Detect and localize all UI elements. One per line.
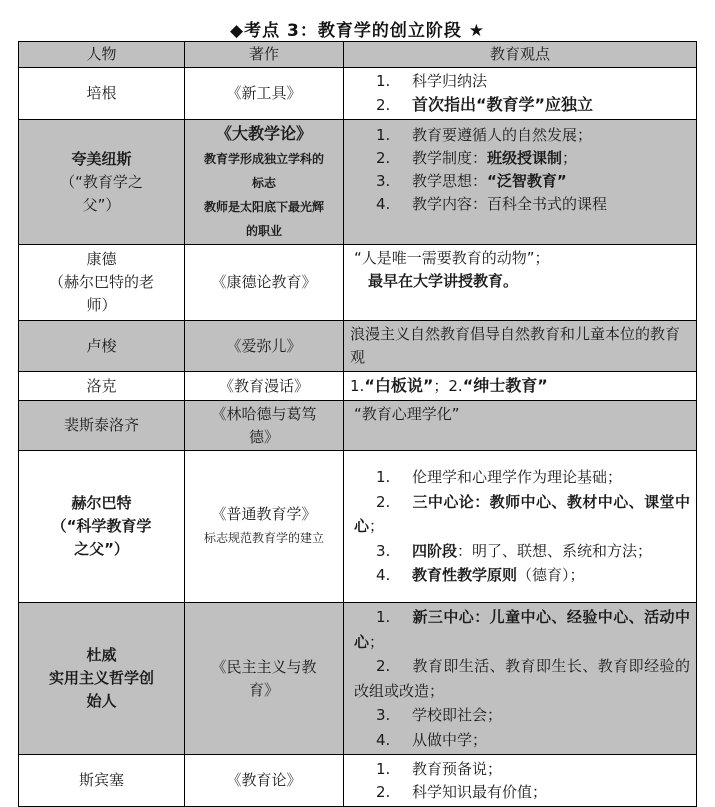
header-work: 著作: [185, 42, 344, 68]
point-item: 2. 三中心论：教师中心、教材中心、课堂中心；: [354, 492, 690, 536]
person-note: 师）: [86, 296, 117, 314]
person-cell: [19, 321, 185, 372]
points-cell: [344, 451, 697, 603]
person-note: 父”）: [82, 195, 121, 214]
table-row-rousseau: [19, 321, 697, 372]
table-row-herbart: [19, 451, 697, 603]
work-cell: [185, 401, 344, 451]
person-name: 斯宾塞: [78, 771, 124, 789]
work-title: 《教育论》: [226, 771, 302, 789]
point-item: 1. 教育预备说；: [376, 759, 503, 778]
table-row-bacon: [19, 68, 697, 120]
work-title: 《林哈德与葛笃: [211, 404, 317, 423]
person-cell: [19, 755, 185, 807]
education-history-table: [18, 41, 697, 807]
person-cell: [19, 451, 185, 603]
work-cell: [185, 120, 344, 245]
work-cell: [185, 321, 344, 372]
points-cell: [344, 321, 697, 372]
work-cell: [185, 68, 344, 120]
table-row-dewey: [19, 603, 697, 755]
work-title: 《教育漫话》: [218, 376, 309, 395]
point-item: “教育心理学化”: [354, 405, 460, 423]
point-item: 最早在大学讲授教育。: [368, 272, 519, 290]
work-cell: [185, 372, 344, 401]
person-name: 杜威: [86, 646, 117, 664]
person-note: （“教育学之: [60, 172, 143, 191]
table-row-spencer: [19, 755, 697, 807]
work-cell: [185, 603, 344, 755]
person-name: 夸美纽斯: [71, 149, 132, 168]
person-name: 卢梭: [86, 336, 117, 355]
point-item: 2. 教学制度：班级授课制；: [376, 149, 578, 167]
person-note: （“科学教育学: [51, 517, 152, 535]
person-note: （赫尔巴特的老: [48, 273, 154, 291]
person-cell: [19, 245, 185, 321]
point-item: 1.“白板说”；2.“绅士教育”: [350, 376, 548, 395]
work-title: 《康德论教育》: [211, 273, 317, 291]
header-person: 人物: [19, 42, 185, 68]
work-cell: [185, 451, 344, 603]
point-item: 2. 首次指出“教育学”应独立: [376, 95, 594, 114]
point-item: 4. 从做中学；: [376, 730, 488, 749]
work-title: 《爱弥儿》: [226, 336, 302, 355]
point-item: 4. 教育性教学原则（德育）；: [376, 566, 585, 585]
point-item: 1. 科学归纳法: [376, 72, 488, 90]
work-title: 《大教学论》: [215, 124, 312, 143]
work-note: 教育学形成独立学科的: [203, 152, 324, 166]
table-header-row: [19, 42, 697, 68]
points-cell: [344, 68, 697, 120]
person-name: 裴斯泰洛齐: [63, 416, 139, 434]
points-cell: [344, 603, 697, 755]
work-title-cont: 德》: [248, 427, 279, 446]
header-viewpoints: 教育观点: [344, 42, 697, 68]
work-title: 《新工具》: [226, 84, 302, 102]
person-note: 实用主义哲学创: [48, 669, 154, 687]
point-item: 2. 科学知识最有价值；: [376, 782, 548, 801]
work-note: 教师是太阳底下最光辉: [203, 200, 324, 214]
table-row-locke: [19, 372, 697, 401]
person-name: 康德: [86, 250, 117, 268]
points-cell: [344, 401, 697, 451]
person-cell: [19, 120, 185, 245]
point-item: 3. 教学思想：“泛智教育”: [376, 172, 567, 190]
point-item: 浪漫主义自然教育倡导自然教育和儿童本位的教育观: [350, 325, 681, 366]
section-title: ◆考点 3：教育学的创立阶段 ★: [230, 21, 485, 41]
point-item: 3. 学校即社会；: [376, 706, 503, 724]
person-name: 洛克: [86, 376, 117, 395]
points-cell: [344, 755, 697, 807]
work-note: 标志: [251, 176, 276, 190]
point-item: 3. 四阶段：明了、联想、系统和方法；: [376, 541, 653, 560]
work-note: 标志规范教育学的建立: [203, 531, 324, 545]
person-cell: [19, 68, 185, 120]
work-cell: [185, 245, 344, 321]
person-cell: [19, 372, 185, 401]
work-title: 《民主主义与教: [211, 657, 317, 676]
table-row-pestalozzi: [19, 401, 697, 451]
point-item: “人是唯一需要教育的动物”；: [354, 249, 550, 267]
point-item: 2. 教育即生活、教育即生长、教育即经验的改组或改造；: [354, 657, 690, 700]
person-note: 之父”）: [74, 540, 129, 558]
point-item: 1. 教育要遵循人的自然发展；: [376, 126, 593, 144]
person-cell: [19, 603, 185, 755]
points-cell: [344, 372, 697, 401]
table-row-kant: [19, 245, 697, 321]
points-cell: [344, 245, 697, 321]
work-cell: [185, 755, 344, 807]
point-item: 1. 伦理学和心理学作为理论基础；: [376, 468, 623, 487]
point-item: 4. 教学内容：百科全书式的课程: [376, 195, 608, 213]
point-item: 1. 新三中心：儿童中心、经验中心、活动中心；: [354, 608, 690, 651]
work-note: 的职业: [245, 224, 282, 238]
work-title: 《普通教育学》: [211, 505, 317, 523]
points-cell: [344, 120, 697, 245]
person-name: 培根: [86, 84, 117, 102]
person-name: 赫尔巴特: [71, 494, 132, 512]
work-title-cont: 育》: [248, 680, 279, 699]
person-note: 始人: [86, 692, 117, 710]
table-row-comenius: [19, 120, 697, 245]
person-cell: [19, 401, 185, 451]
